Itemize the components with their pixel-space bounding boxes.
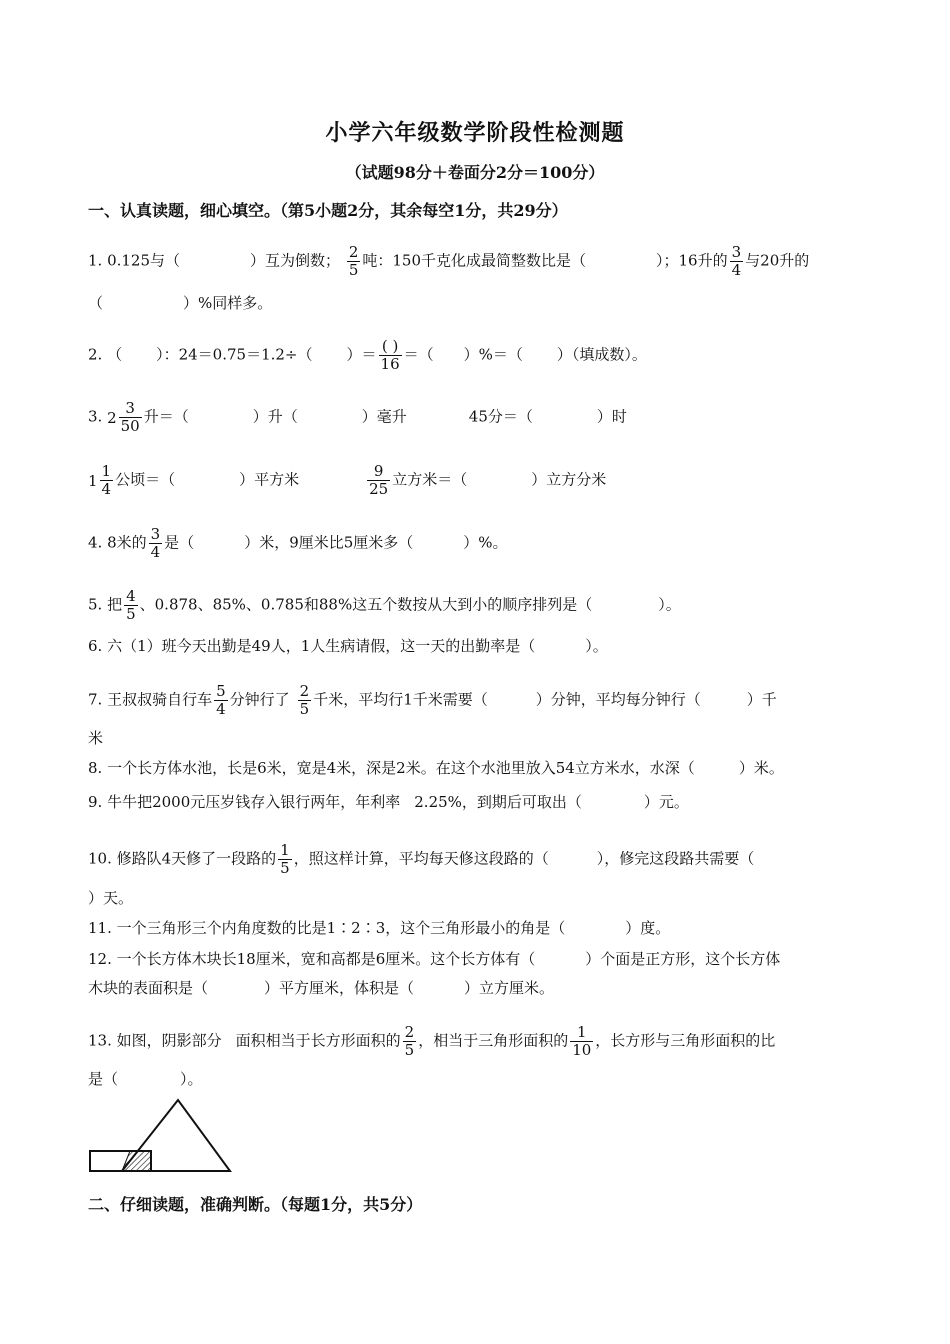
page-title: 小学六年级数学阶段性检测题 [325, 120, 625, 146]
fraction-3-4: $\frac{3}{4}$ [731, 243, 742, 279]
page-subtitle: （试题98分＋卷面分2分＝100分） [345, 163, 605, 182]
rectangle-triangle-figure [86, 1096, 236, 1176]
question-1-line-2: （ ）%同样多。 [88, 294, 273, 312]
question-12-line-2: 木块的表面积是（ ）平方厘米，体积是（ ）立方厘米。 [88, 979, 555, 997]
section-2-heading: 二、仔细读题，准确判断。（每题1分，共5分） [88, 1195, 423, 1214]
question-5: 5. 把 $\frac{4}{5}$ 、0.878、85%、0.785和88%这五个数按从大到小的顺序排列是（ ）。 [88, 587, 681, 623]
question-3: 3. 2 $\frac{3}{50}$ 升＝（ ）升（ ）毫升 45分＝（ ）时 [88, 399, 627, 435]
fraction-2-5-b: $\frac{2}{5}$ [299, 682, 310, 718]
question-8: 8. 一个长方体水池，长是6米，宽是4米，深是2米。在这个水池里放入54立方米水，水深（ ）米。 [88, 759, 784, 777]
fraction-2-5-c: $\frac{2}{5}$ [404, 1023, 415, 1059]
fraction-1-10: $\frac{1}{10}$ [572, 1023, 592, 1059]
question-1: 1. 0.125与（ ）互为倒数； $\frac{2}{5}$ 吨：150千克化成最简整数比是（ ）；16升的 $\frac{3}{4}$ 与20升的 [88, 243, 810, 279]
question-7: 7. 王叔叔骑自行车 $\frac{5}{4}$ 分钟行了 $\frac{2}{5}$ 千米，平均行1千米需要（ ）分钟，平均每分钟行（ ）千 [88, 682, 777, 718]
question-10: 10. 修路队4天修了一段路的 $\frac{1}{5}$ ，照这样计算，平均每天修这段路的（ ），修完这段路共需要（ [88, 841, 755, 877]
question-6: 6. 六（1）班今天出勤是49人，1人生病请假，这一天的出勤率是（ ）。 [88, 637, 608, 655]
fraction-3-4-b: $\frac{3}{4}$ [150, 525, 161, 561]
question-4: 4. 8米的 $\frac{3}{4}$ 是（ ）米，9厘米比5厘米多（ ）%。 [88, 525, 508, 561]
section-1-heading: 一、认真读题，细心填空。（第5小题2分，其余每空1分，共29分） [88, 201, 568, 220]
mixed-fraction-2-3-50: $\frac{3}{50}$ [120, 399, 140, 435]
fraction-9-25: $\frac{9}{25}$ [369, 462, 389, 498]
question-7-line-2: 米 [88, 729, 104, 747]
question-11: 11. 一个三角形三个内角度数的比是1∶2∶3，这个三角形最小的角是（ ）度。 [88, 919, 671, 937]
fraction-5-4: $\frac{5}{4}$ [216, 682, 226, 718]
question-13: 13. 如图，阴影部分 面积相当于长方形面积的 $\frac{2}{5}$ ，相当于三角形面积的 $\frac{1}{10}$ ，长方形与三角形面积的比 [88, 1023, 776, 1059]
question-2: 2. （ ）：24＝0.75＝1.2÷（ ）＝ $\frac{( )}{16}$ ＝（ ）%＝（ ）（填成数）。 [88, 337, 647, 373]
fraction-4-5: $\frac{4}{5}$ [126, 587, 136, 623]
fraction-2-5: $\frac{2}{5}$ [348, 243, 359, 279]
question-12: 12. 一个长方体木块长18厘米，宽和高都是6厘米。这个长方体有（ ）个面是正方形，这个长方体 [88, 950, 781, 968]
fraction-1-5: $\frac{1}{5}$ [280, 841, 290, 877]
question-10-line-2: ）天。 [88, 889, 134, 907]
question-3-line-2: 1 $\frac{1}{4}$ 公顷＝（ ）平方米 $\frac{9}{25}$ 立方米＝（ ）立方分米 [88, 462, 607, 498]
mixed-fraction-1-1-4: $\frac{1}{4}$ [101, 462, 112, 498]
question-13-line-2: 是（ ）。 [88, 1070, 203, 1088]
question-9: 9. 牛牛把2000元压岁钱存入银行两年，年利率 2.25%，到期后可取出（ ）元。 [88, 793, 689, 811]
fraction-blank-16: $\frac{( )}{16}$ [380, 337, 400, 373]
